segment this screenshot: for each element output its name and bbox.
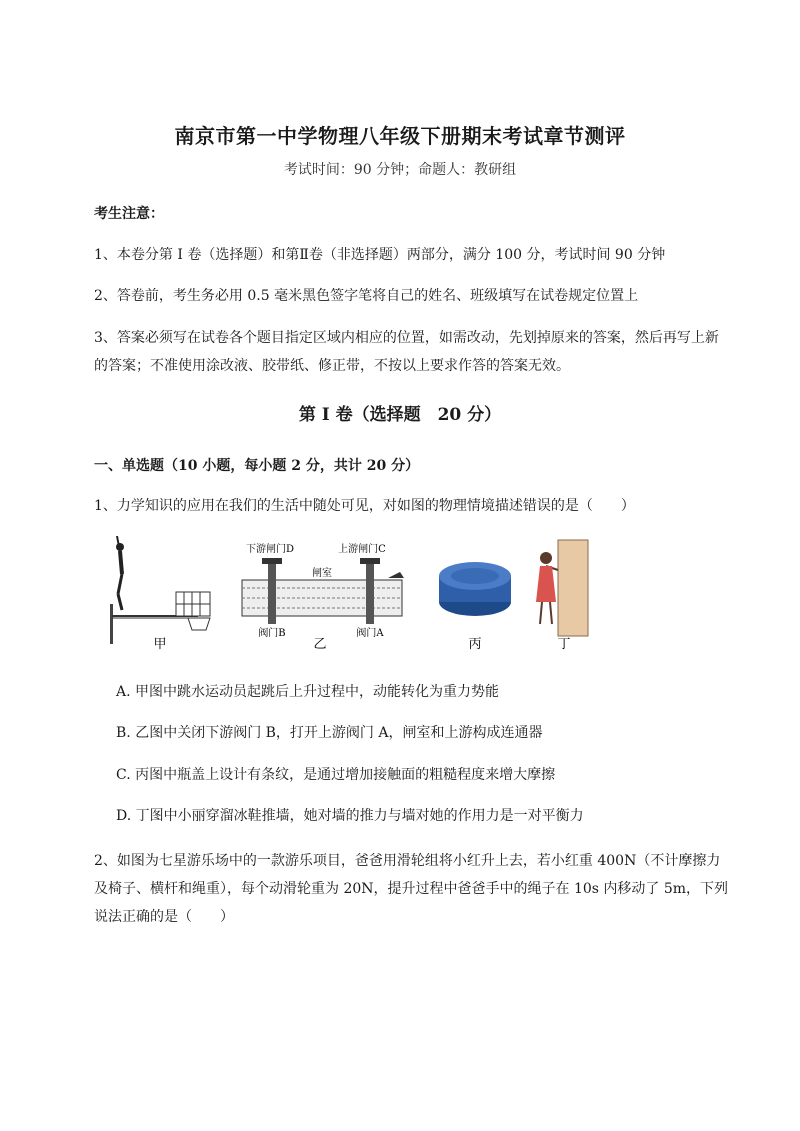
exam-title: 南京市第一中学物理八年级下册期末考试章节测评 [174,124,626,148]
ship-lock-illustration [242,542,404,639]
label-valve-a: 阀门A [356,628,384,639]
label-yi: 乙 [313,637,327,652]
label-bing: 丙 [468,637,482,652]
label-jia: 甲 [153,637,167,652]
notice-item-3-cont: 的答案；不准使用涂改液、胶带纸、修正带，不按以上要求作答的答案无效。 [94,358,570,374]
option-c[interactable]: C. 丙图中瓶盖上设计有条纹，是通过增加接触面的粗糙程度来增大摩擦 [116,767,556,783]
exam-subtitle: 考试时间：90 分钟；命题人：教研组 [283,162,517,178]
section-title: 第 I 卷（选择题 20 分） [298,405,502,425]
label-valve-c: 上游闸门C [338,544,386,555]
notice-item-1: 1、本卷分第 I 卷（选择题）和第Ⅱ卷（非选择题）两部分，满分 100 分，考试时间 90 分钟 [94,247,666,263]
option-a[interactable]: A. 甲图中跳水运动员起跳后上升过程中，动能转化为重力势能 [116,684,500,700]
notice-item-2: 2、答卷前，考生务必用 0.5 毫米黑色签字笔将自己的姓名、班级填写在试卷规定位置上 [94,288,639,304]
notice-item-3: 3、答案必须写在试卷各个题目指定区域内相应的位置，如需改动，先划掉原来的答案，然后再写上新 [94,330,719,346]
notice-heading: 考生注意： [94,206,164,222]
option-d[interactable]: D. 丁图中小丽穿溜冰鞋推墙，她对墙的推力与墙对她的作用力是一对平衡力 [116,808,584,824]
question-2-stem-line-2: 及椅子、横杆和绳重），每个动滑轮重为 20N，提升过程中爸爸手中的绳子在 10s 内移动了 5m，下列 [94,881,729,897]
question-1-figure [100,532,600,662]
label-valve-b: 阀门B [258,628,286,639]
label-lock-chamber: 闸室 [312,568,332,579]
question-2-stem-line-3: 说法正确的是（ ） [94,909,234,925]
label-valve-d: 下游闸门D [245,544,295,555]
option-b[interactable]: B. 乙图中关闭下游阀门 B，打开上游阀门 A，闸室和上游构成连通器 [116,725,543,741]
bottle-cap-illustration [439,562,511,616]
question-1-stem: 1、力学知识的应用在我们的生活中随处可见，对如图的物理情境描述错误的是（ ） [94,498,635,514]
question-2-stem-line-1: 2、如图为七星游乐场中的一款游乐项目，爸爸用滑轮组将小红升上去，若小红重 400N（不计摩擦力 [94,853,721,869]
label-ding: 丁 [557,637,571,652]
part-heading: 一、单选题（10 小题，每小题 2 分，共计 20 分） [94,458,420,474]
diver-illustration [110,536,210,644]
girl-wall-illustration [536,540,588,636]
